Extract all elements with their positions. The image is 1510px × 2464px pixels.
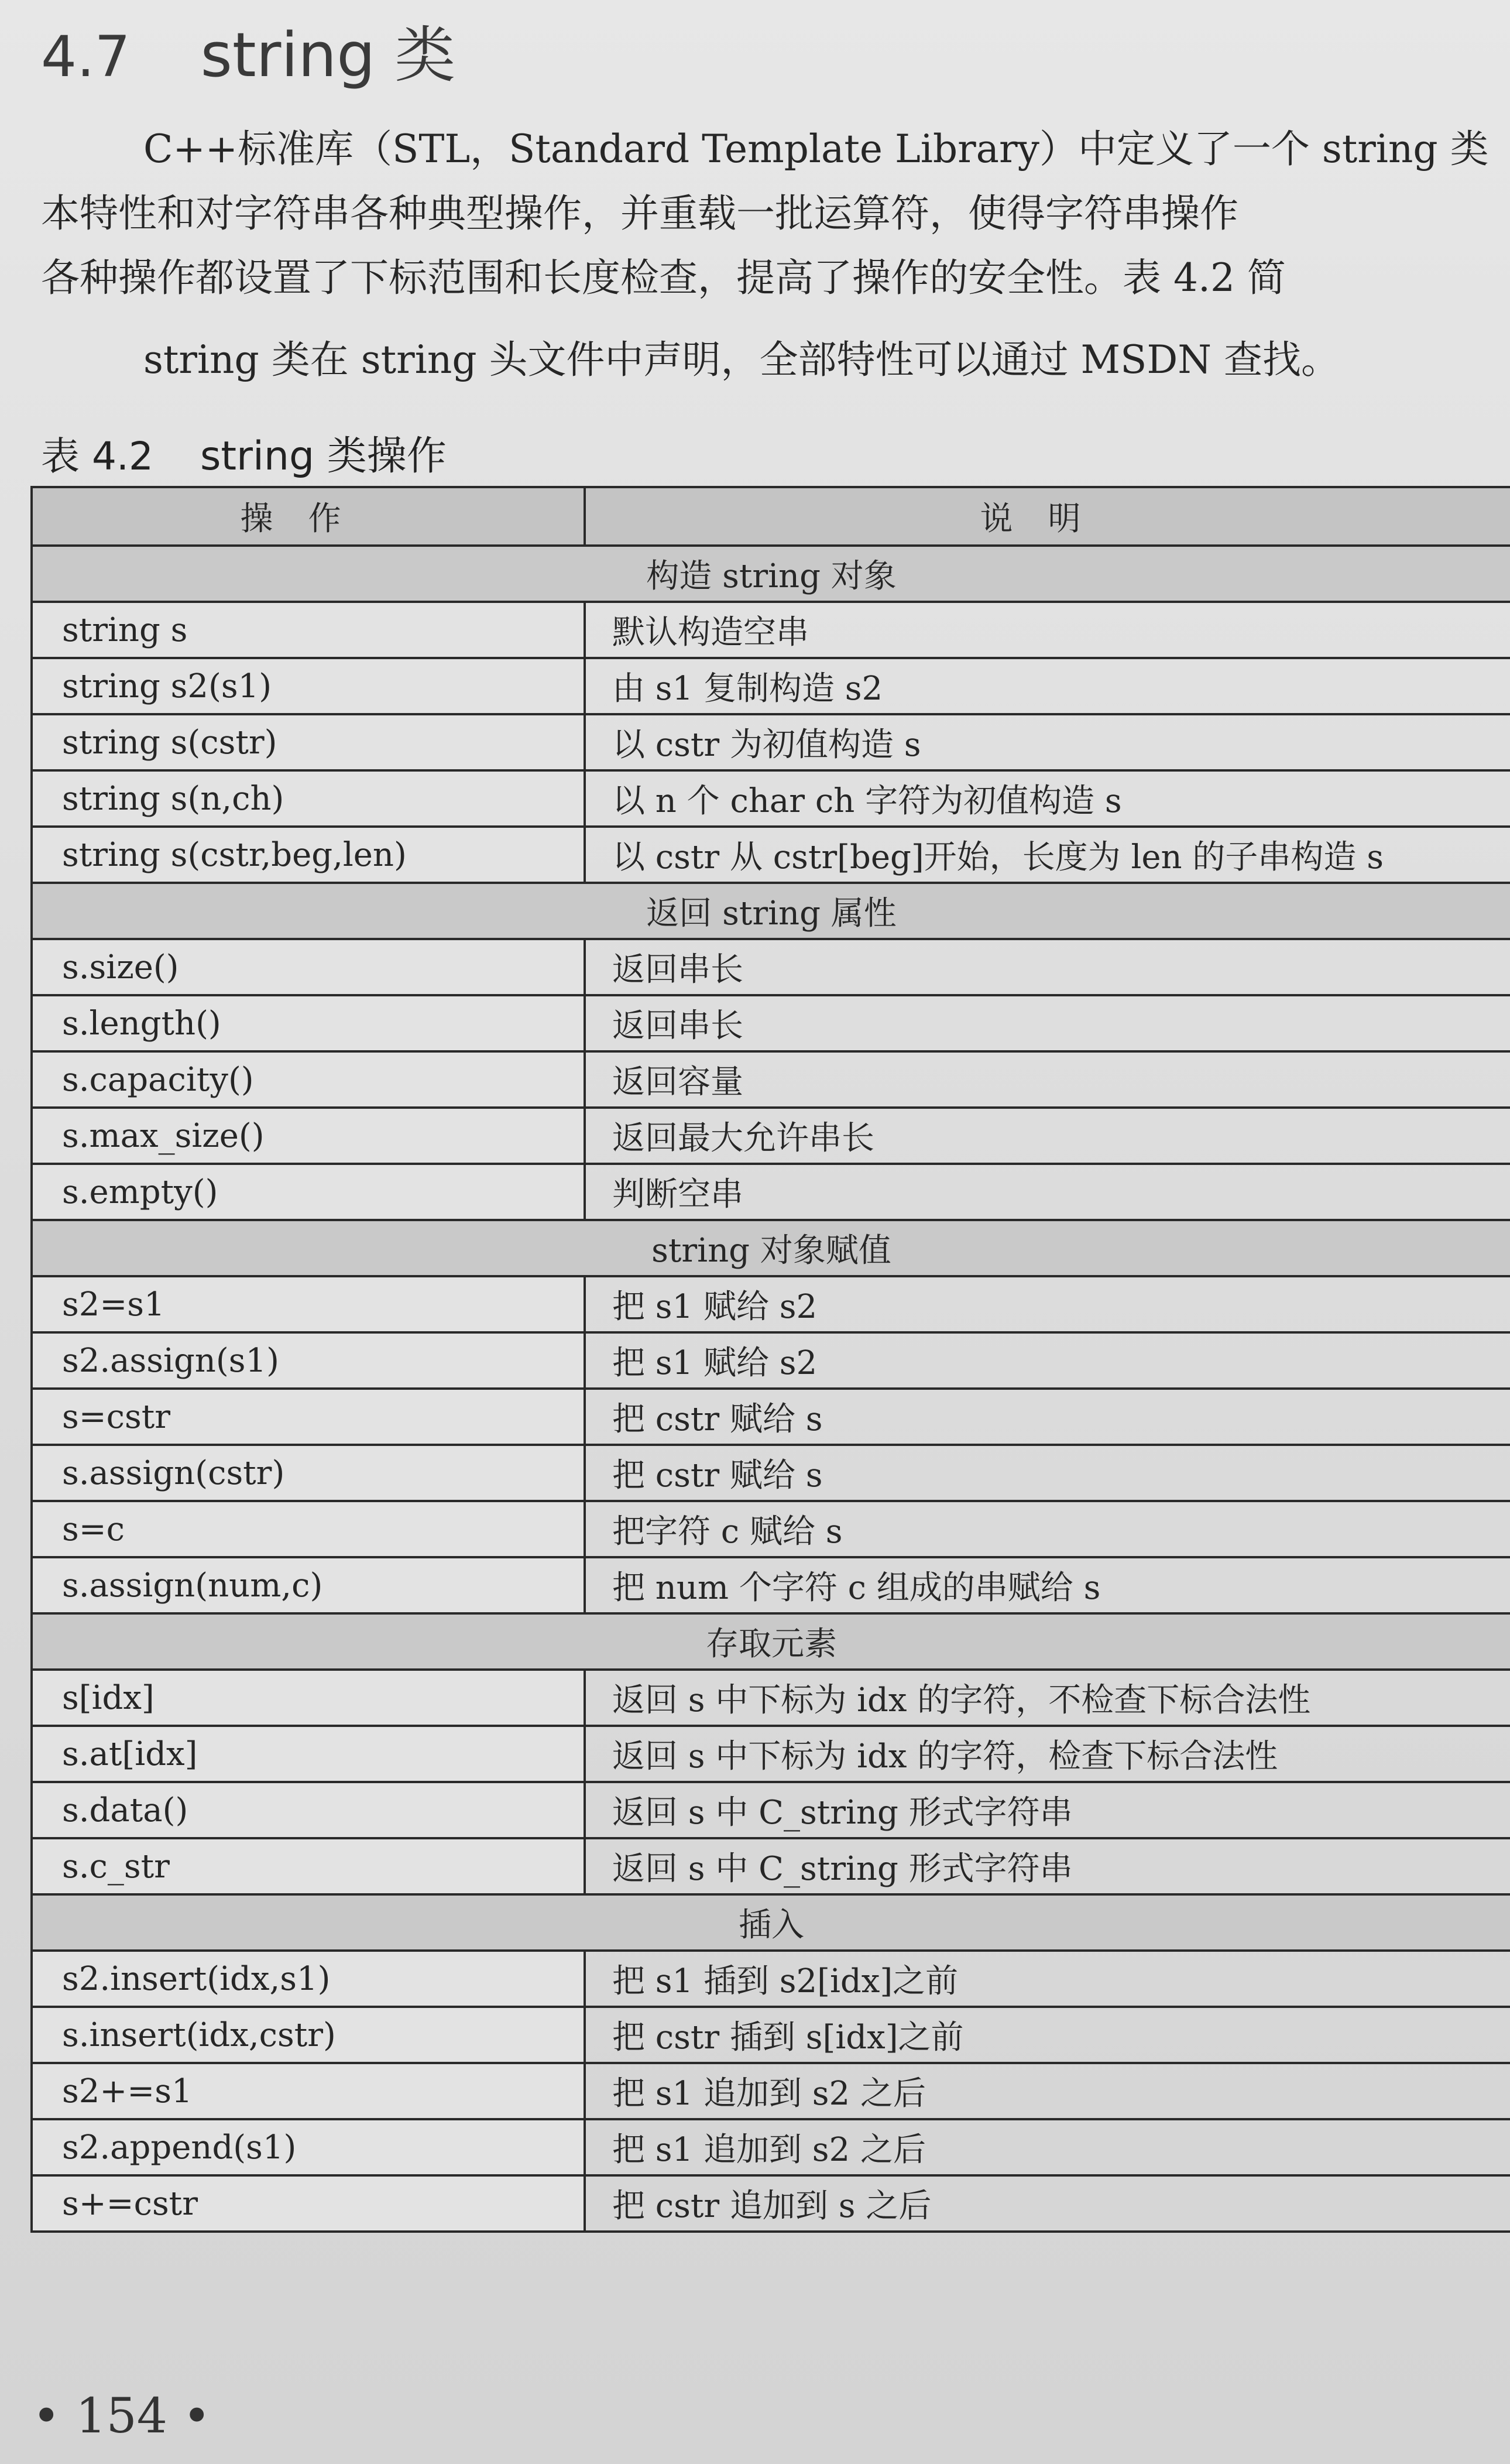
description-cell: 把 s1 追加到 s2 之后 <box>585 2119 1510 2175</box>
table-row <box>32 1051 1510 1108</box>
table-row <box>32 1838 1510 1894</box>
table-row <box>32 1332 1510 1389</box>
table-row <box>32 1108 1510 1164</box>
operation-cell: s+=cstr <box>32 2175 585 2232</box>
operation-cell: s2.insert(idx,s1) <box>32 1951 585 2007</box>
description-cell: 把 cstr 追加到 s 之后 <box>585 2175 1510 2232</box>
table-row <box>32 2063 1510 2119</box>
description-cell: 把 s1 赋给 s2 <box>585 1332 1510 1389</box>
table-header-row <box>32 487 1510 546</box>
description-cell: 把 num 个字符 c 组成的串赋给 s <box>585 1557 1510 1613</box>
description-cell: 把 cstr 赋给 s <box>585 1389 1510 1445</box>
table-row <box>32 1164 1510 1220</box>
table-row <box>32 1276 1510 1332</box>
operation-cell: string s(n,ch) <box>32 770 585 827</box>
group-header-row <box>32 883 1510 939</box>
group-header-row <box>32 1613 1510 1670</box>
description-cell: 以 cstr 从 cstr[beg]开始，长度为 len 的子串构造 s <box>585 827 1510 883</box>
operation-cell: s[idx] <box>32 1670 585 1726</box>
table-row <box>32 1557 1510 1613</box>
operation-cell: s=c <box>32 1501 585 1557</box>
group-title: 插入 <box>32 1894 1510 1951</box>
table-row <box>32 939 1510 995</box>
group-title: 返回 string 属性 <box>32 883 1510 939</box>
string-operations-table <box>30 486 1510 2233</box>
operation-cell: s.max_size() <box>32 1108 585 1164</box>
operation-cell: s.capacity() <box>32 1051 585 1108</box>
group-header-row <box>32 1894 1510 1951</box>
description-cell: 返回容量 <box>585 1051 1510 1108</box>
table-row <box>32 995 1510 1051</box>
description-cell: 返回 s 中下标为 idx 的字符，不检查下标合法性 <box>585 1670 1510 1726</box>
description-cell: 把 s1 插到 s2[idx]之前 <box>585 1951 1510 2007</box>
description-cell: 把 s1 追加到 s2 之后 <box>585 2063 1510 2119</box>
description-cell: 以 cstr 为初值构造 s <box>585 714 1510 770</box>
description-cell: 返回串长 <box>585 939 1510 995</box>
table-caption <box>41 424 447 481</box>
paragraph-line-4: string 类在 string 头文件中声明，全部特性可以通过 MSDN 查找。 <box>143 337 1340 382</box>
paragraph-line-2: 本特性和对字符串各种典型操作，并重载一批运算符，使得字符串操作 <box>41 191 1238 236</box>
operation-cell: s2.append(s1) <box>32 2119 585 2175</box>
operation-cell: string s2(s1) <box>32 658 585 714</box>
operation-cell: string s(cstr) <box>32 714 585 770</box>
operation-cell: s2.assign(s1) <box>32 1332 585 1389</box>
group-title: 构造 string 对象 <box>32 546 1510 602</box>
table-row <box>32 602 1510 658</box>
header-operation: 操作 <box>32 487 585 546</box>
description-cell: 默认构造空串 <box>585 602 1510 658</box>
description-cell: 以 n 个 char ch 字符为初值构造 s <box>585 770 1510 827</box>
table-body <box>32 546 1510 2232</box>
paragraph-line-3: 各种操作都设置了下标范围和长度检查，提高了操作的安全性。表 4.2 简 <box>41 255 1286 300</box>
table-row <box>32 1445 1510 1501</box>
group-header-row <box>32 546 1510 602</box>
operation-cell: s.length() <box>32 995 585 1051</box>
operation-cell: s=cstr <box>32 1389 585 1445</box>
operation-cell: s.insert(idx,cstr) <box>32 2007 585 2063</box>
table-row <box>32 1726 1510 1782</box>
table-row <box>32 658 1510 714</box>
table-row <box>32 2119 1510 2175</box>
table-row <box>32 1501 1510 1557</box>
table-number: 表 4.2 <box>41 434 153 479</box>
operation-cell: s.c_str <box>32 1838 585 1894</box>
description-cell: 把 s1 赋给 s2 <box>585 1276 1510 1332</box>
table-row <box>32 2175 1510 2232</box>
description-cell: 返回串长 <box>585 995 1510 1051</box>
operation-cell: s.assign(cstr) <box>32 1445 585 1501</box>
section-number: 4.7 <box>41 24 131 90</box>
operation-cell: s.at[idx] <box>32 1726 585 1782</box>
table-row <box>32 827 1510 883</box>
table-row <box>32 1782 1510 1838</box>
table-row <box>32 714 1510 770</box>
description-cell: 判断空串 <box>585 1164 1510 1220</box>
description-cell: 返回最大允许串长 <box>585 1108 1510 1164</box>
operation-cell: string s <box>32 602 585 658</box>
operation-cell: s.empty() <box>32 1164 585 1220</box>
table-row <box>32 1389 1510 1445</box>
operation-cell: s.size() <box>32 939 585 995</box>
description-cell: 把 cstr 赋给 s <box>585 1445 1510 1501</box>
table-row <box>32 1951 1510 2007</box>
group-header-row <box>32 1220 1510 1276</box>
operation-cell: string s(cstr,beg,len) <box>32 827 585 883</box>
description-cell: 返回 s 中 C_string 形式字符串 <box>585 1838 1510 1894</box>
operation-cell: s2+=s1 <box>32 2063 585 2119</box>
group-title: 存取元素 <box>32 1613 1510 1670</box>
description-cell: 把 cstr 插到 s[idx]之前 <box>585 2007 1510 2063</box>
table-row <box>32 1670 1510 1726</box>
table-row <box>32 2007 1510 2063</box>
description-cell: 返回 s 中下标为 idx 的字符，检查下标合法性 <box>585 1726 1510 1782</box>
section-title: string 类 <box>200 19 456 91</box>
group-title: string 对象赋值 <box>32 1220 1510 1276</box>
description-cell: 由 s1 复制构造 s2 <box>585 658 1510 714</box>
operation-cell: s.assign(num,c) <box>32 1557 585 1613</box>
operation-cell: s2=s1 <box>32 1276 585 1332</box>
table-row <box>32 770 1510 827</box>
table-title: string 类操作 <box>200 433 447 479</box>
description-cell: 返回 s 中 C_string 形式字符串 <box>585 1782 1510 1838</box>
section-heading <box>41 6 455 94</box>
header-description: 说明 <box>585 487 1510 546</box>
operation-cell: s.data() <box>32 1782 585 1838</box>
description-cell: 把字符 c 赋给 s <box>585 1501 1510 1557</box>
page-number: • 154 • <box>32 2388 211 2444</box>
paragraph-line-1: C++标准库（STL，Standard Template Library）中定义了一个 string 类 <box>143 126 1489 172</box>
